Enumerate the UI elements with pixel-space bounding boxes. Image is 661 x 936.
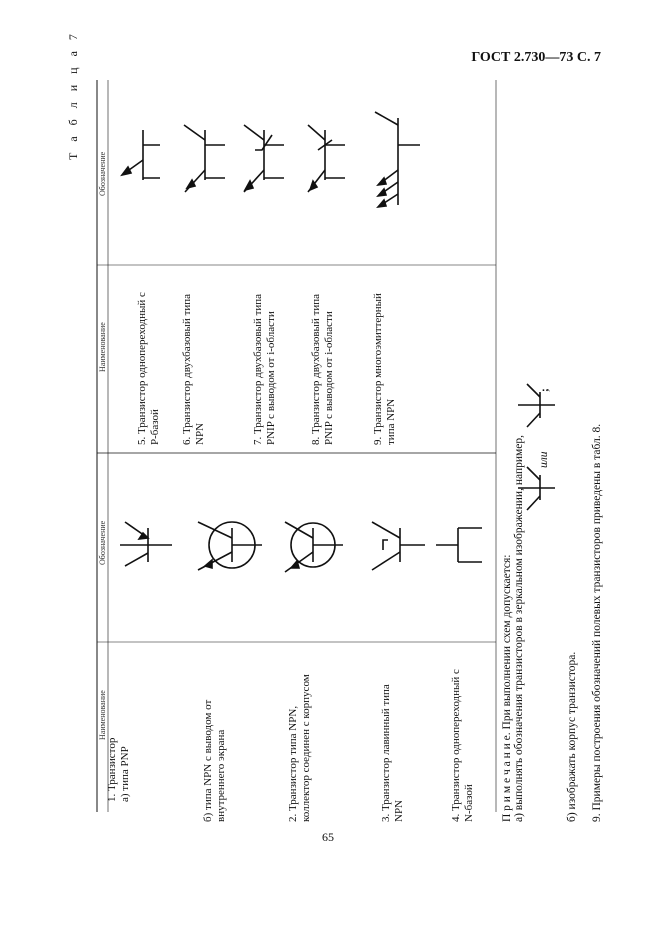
note-semicolon: ;	[539, 388, 551, 392]
row-1b-name: б) типа NPN с выводом от внутреннего экрана	[202, 699, 228, 822]
symbol-avalanche-transistor	[372, 522, 425, 570]
symbol-unijunction-p-transistor	[122, 130, 160, 180]
row-1-name: 1. Транзистор а) типа PNP	[106, 737, 132, 802]
symbol-double-base-npn	[184, 125, 225, 192]
row-8-name: 8. Транзистор двухбазовый типа PNIP с выводом от i-области	[310, 293, 336, 445]
note-or-word: или	[538, 451, 550, 468]
symbol-pnp-transistor	[120, 522, 172, 566]
note-intro: П р и м е ч а н и е. При выполнении схем допускается:	[501, 554, 513, 822]
table-caption: Т а б л и ц а 7	[66, 30, 80, 160]
row-7-name: 7. Транзистор двухбазовый типа PNIP с выводом от i-области	[252, 293, 278, 445]
column-header-symbol-right: Обозначение	[98, 151, 107, 196]
row-4-name: 4. Транзистор однопереходный с N-базой	[450, 669, 476, 822]
note-item-a: а) выполнять обозначения транзисторов в зеркальном изображении, например,	[513, 434, 525, 822]
symbol-npn-screen-transistor	[198, 522, 262, 570]
symbol-double-base-pnip-7	[244, 125, 284, 192]
symbol-multi-emitter-npn	[375, 112, 420, 207]
row-9-name: 9. Транзистор многоэмиттерный типа NPN	[372, 293, 398, 445]
row-5-name: 5. Транзистор однопереходный с P-базой	[136, 292, 162, 445]
row-6-name: 6. Транзистор двухбазовый типа NPN	[181, 293, 207, 445]
column-header-symbol-left: Обозначение	[98, 520, 107, 565]
symbol-unijunction-n-transistor	[436, 528, 482, 562]
standard-reference: ГОСТ 2.730—73 С. 7	[471, 50, 601, 65]
row-3-name: 3. Транзистор лавинный типа NPN	[380, 684, 406, 822]
column-header-name-right: Наименование	[98, 322, 107, 372]
note-item-b: б) изображать корпус транзистора.	[566, 651, 578, 822]
page-number: 65	[322, 830, 334, 844]
symbol-double-base-pnip-8	[308, 125, 345, 192]
symbol-npn-case-transistor	[285, 522, 343, 572]
column-header-name-left: Наименование	[98, 690, 107, 740]
note-item-9: 9. Примеры построения обозначений полевых транзисторов приведены в табл. 8.	[591, 423, 603, 822]
row-2-name: 2. Транзистор типа NPN, коллектор соединен с корпусом	[287, 674, 313, 822]
